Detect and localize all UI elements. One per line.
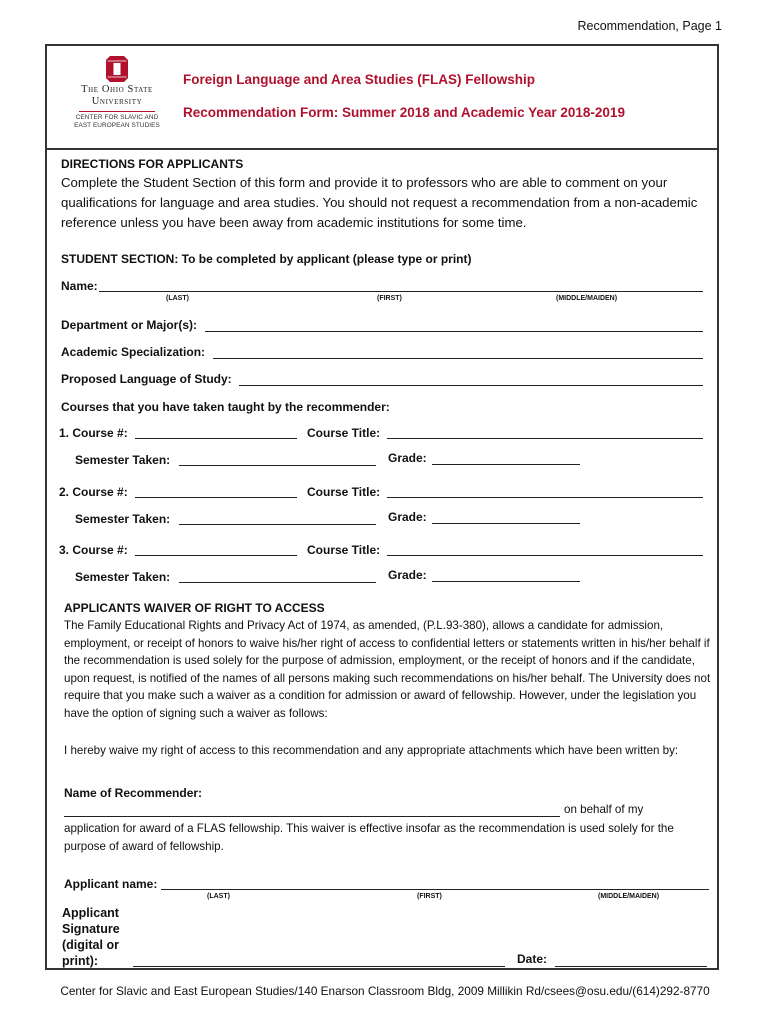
signature-label-line: Signature — [62, 922, 120, 936]
department-label: Department or Major(s): — [61, 318, 198, 332]
grade-field[interactable] — [432, 523, 580, 524]
course-number-label: 1. Course #: — [59, 426, 128, 440]
applicant-sub-middle: (MIDDLE/MAIDEN) — [598, 893, 660, 900]
logo-divider — [79, 111, 155, 112]
student-section-heading: STUDENT SECTION: To be completed by applicant (please type or print) — [61, 252, 472, 266]
grade-label: Grade: — [388, 451, 427, 465]
directions-text: Complete the Student Section of this form and provide it to professors who are able to comment on your qualifications for language and area studies. You should not request a recommendation from a non-academic reference unless you have been away from academic institutions for some time. — [61, 175, 698, 230]
block-o-icon — [106, 56, 128, 82]
course-title-field[interactable] — [387, 438, 703, 439]
course-number-field[interactable] — [135, 555, 297, 556]
grade-label: Grade: — [388, 568, 427, 582]
date-field[interactable] — [555, 966, 707, 967]
semester-label: Semester Taken: — [75, 453, 171, 467]
course-number-label: 2. Course #: — [59, 485, 128, 499]
directions-heading: DIRECTIONS FOR APPLICANTS — [61, 157, 244, 171]
center-line-1: CENTER FOR SLAVIC AND — [75, 114, 159, 121]
signature-label-line: print): — [62, 954, 99, 968]
language-label: Proposed Language of Study: — [61, 372, 232, 386]
form-title-line-1: Foreign Language and Area Studies (FLAS) Fellowship — [183, 72, 536, 87]
grade-label: Grade: — [388, 510, 427, 524]
course-number-field[interactable] — [135, 497, 297, 498]
semester-field[interactable] — [179, 524, 376, 525]
courses-heading: Courses that you have taken taught by the recommender: — [61, 400, 390, 414]
name-sub-middle: (MIDDLE/MAIDEN) — [556, 295, 618, 302]
header-divider — [47, 148, 717, 150]
name-sub-first: (FIRST) — [377, 295, 402, 302]
name-sub-last: (LAST) — [166, 295, 189, 302]
semester-label: Semester Taken: — [75, 512, 171, 526]
university-line-2: University — [91, 96, 143, 107]
university-line-1: The Ohio State — [81, 84, 153, 95]
recommender-label: Name of Recommender: — [64, 786, 203, 800]
waiver-paragraph-2: I hereby waive my right of access to this recommendation and any appropriate attachments which have been written by: — [64, 744, 679, 757]
page-label: Recommendation, Page 1 — [577, 19, 722, 33]
waiver-heading: APPLICANTS WAIVER OF RIGHT TO ACCESS — [64, 601, 325, 615]
signature-label-line: Applicant — [62, 906, 119, 920]
form-title-line-2: Recommendation Form: Summer 2018 and Academic Year 2018-2019 — [183, 105, 625, 120]
signature-label — [62, 905, 120, 969]
name-field[interactable] — [99, 291, 703, 292]
specialization-label: Academic Specialization: — [61, 345, 206, 359]
course-number-label: 3. Course #: — [59, 543, 128, 557]
signature-field[interactable] — [133, 966, 505, 967]
osu-logo — [67, 56, 167, 130]
recommender-field[interactable] — [64, 816, 560, 817]
applicant-sub-first: (FIRST) — [417, 893, 442, 900]
name-label: Name: — [61, 279, 98, 293]
department-field[interactable] — [205, 331, 703, 332]
signature-label-line: (digital or — [62, 938, 119, 952]
center-name — [67, 114, 167, 130]
course-title-field[interactable] — [387, 497, 703, 498]
course-title-label: Course Title: — [307, 426, 381, 440]
course-title-field[interactable] — [387, 555, 703, 556]
course-number-field[interactable] — [135, 438, 297, 439]
course-title-label: Course Title: — [307, 485, 381, 499]
semester-field[interactable] — [179, 582, 376, 583]
applicant-sub-last: (LAST) — [207, 893, 230, 900]
university-name — [67, 84, 167, 108]
form-frame — [45, 44, 719, 970]
grade-field[interactable] — [432, 464, 580, 465]
grade-field[interactable] — [432, 581, 580, 582]
applicant-name-label: Applicant name: — [64, 877, 158, 891]
language-field[interactable] — [239, 385, 703, 386]
applicant-name-field[interactable] — [161, 889, 709, 890]
date-label: Date: — [517, 952, 548, 966]
course-title-label: Course Title: — [307, 543, 381, 557]
waiver-paragraph-3: application for award of a FLAS fellowship. This waiver is effective insofar as the recommendation is used solely for the purpose of award of fellowship. — [64, 822, 674, 853]
waiver-paragraph-1: The Family Educational Rights and Privacy Act of 1974, as amended, (P.L.93-380), allows a candidate for admission, employment, or receipt of honors to waive his/her right of access to confidential letters or statements written in his/her behalf if the recommendation is used solely for the purpose of admission, employment, or the receipt of honors and if the candidate, upon request, is notified of the names of all persons making such recommendations on his/her behalf. The University does not require that you make such a waiver as a condition for admission or award of fellowship. However, under the legislation you have the option of signing such a waiver as follows: — [64, 619, 711, 720]
on-behalf-text: on behalf of my — [564, 803, 644, 816]
footer-contact: Center for Slavic and East European Studies/140 Enarson Classroom Bldg, 2009 Millikin Rd/csees@osu.edu/(614)292-8770 — [60, 984, 710, 998]
semester-label: Semester Taken: — [75, 570, 171, 584]
center-line-2: EAST EUROPEAN STUDIES — [74, 122, 160, 129]
specialization-field[interactable] — [213, 358, 703, 359]
semester-field[interactable] — [179, 465, 376, 466]
